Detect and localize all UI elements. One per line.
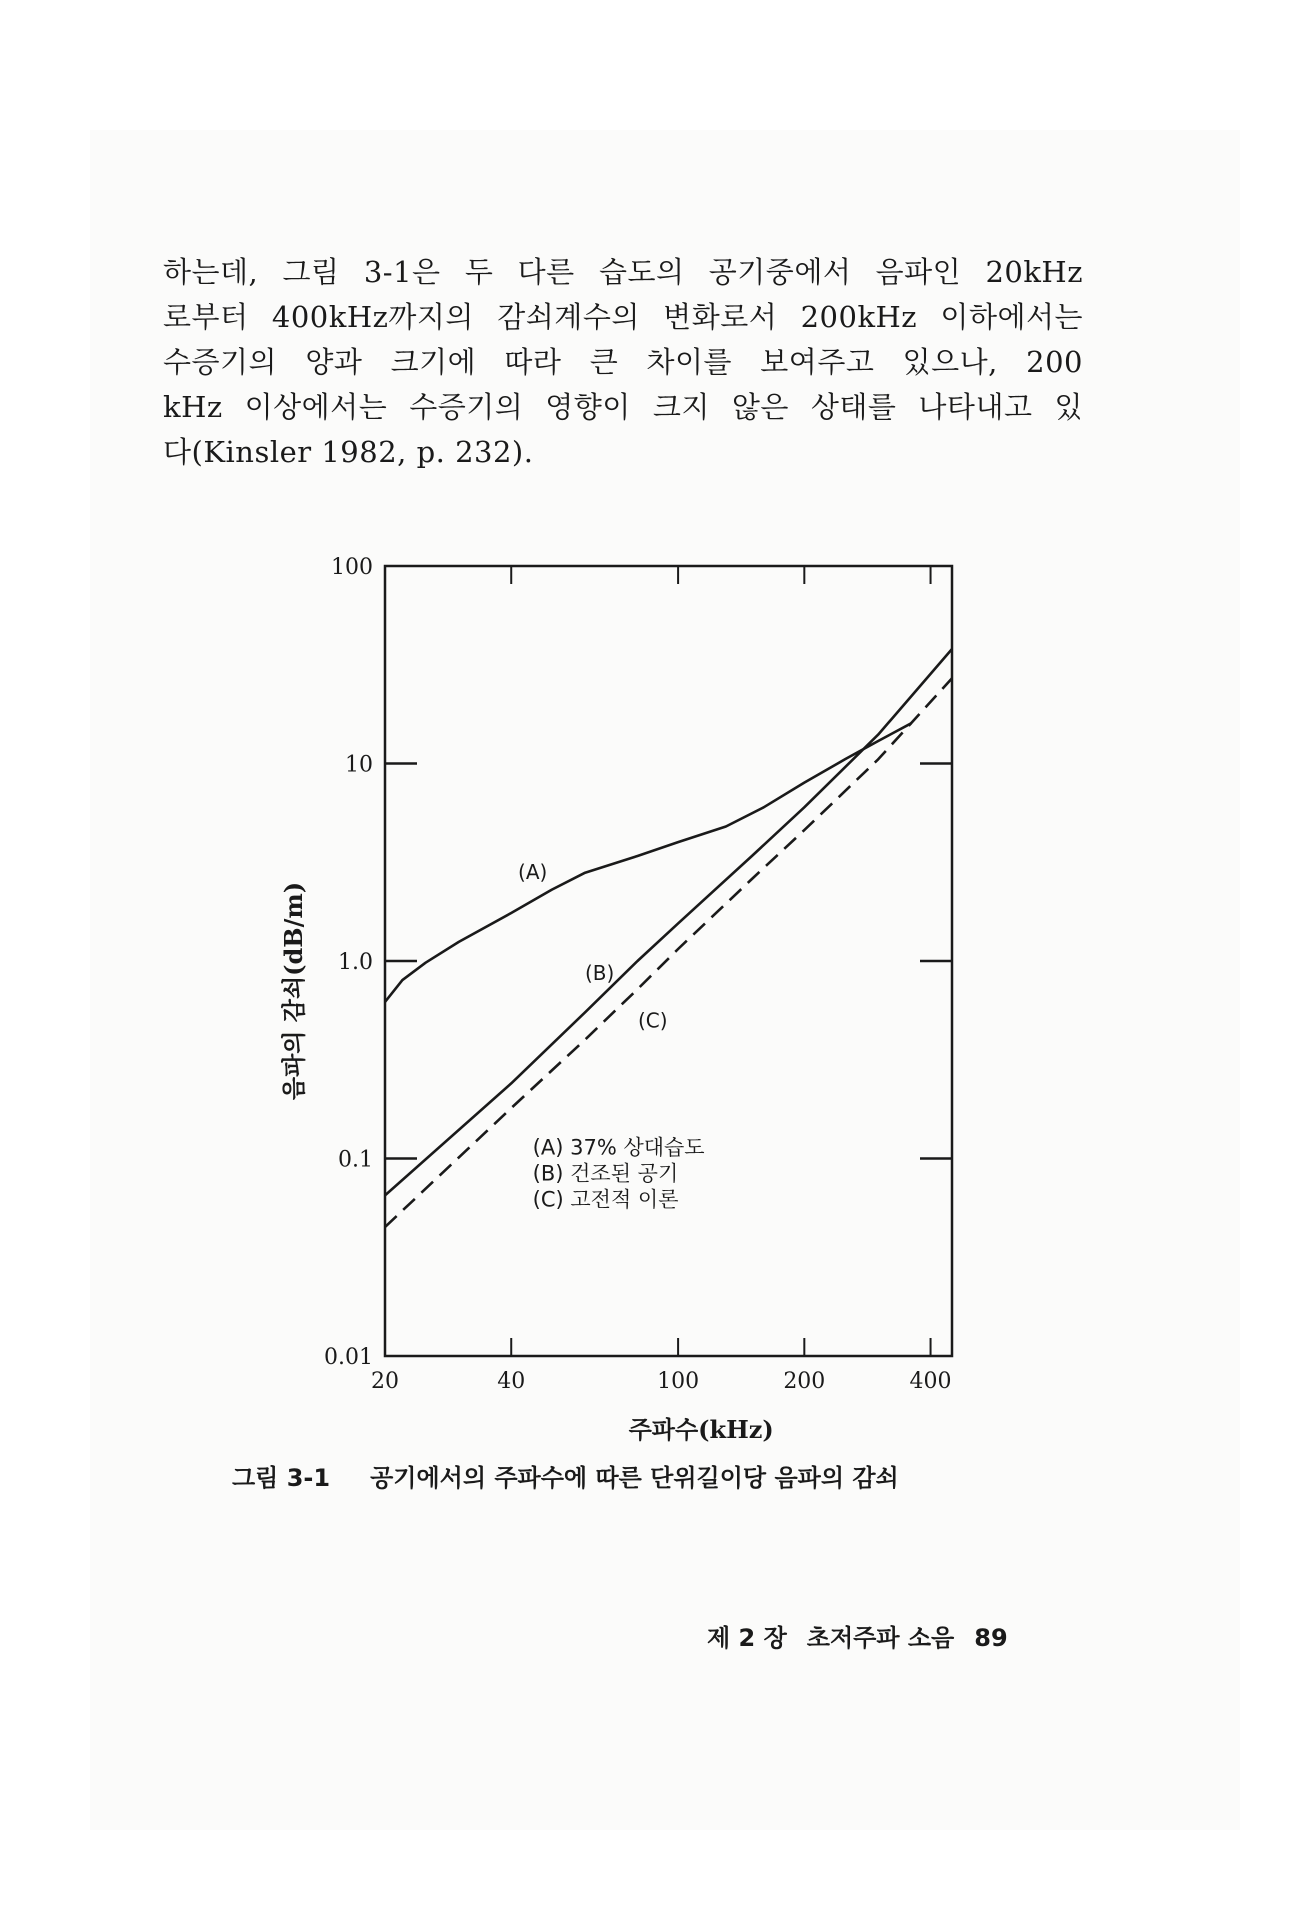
- y-axis-label: 음파의 감쇠(dB/m): [279, 881, 308, 1101]
- series-line-b: [385, 649, 952, 1195]
- footer-title: 초저주파 소음: [806, 1624, 955, 1652]
- page-number: 89: [974, 1624, 1008, 1652]
- legend-entry: (C) 고전적 이론: [532, 1187, 679, 1212]
- legend-entry: (A) 37% 상대습도: [532, 1135, 705, 1160]
- paragraph-line: kHz 이상에서는 수증기의 영향이 크지 않은 상태를 나타내고 있: [163, 390, 1083, 424]
- footer-chapter: 제 2 장: [707, 1624, 787, 1652]
- x-axis-label: 주파수(kHz): [628, 1415, 774, 1444]
- paragraph-line: 로부터 400kHz까지의 감쇠계수의 변화로서 200kHz 이하에서는: [163, 300, 1083, 334]
- page-footer: [707, 1618, 1028, 1653]
- y-tick-label: 10: [345, 752, 373, 778]
- legend-entry: (B) 건조된 공기: [532, 1161, 679, 1186]
- y-tick-label: 0.1: [338, 1147, 373, 1173]
- x-tick-label: 40: [497, 1369, 526, 1394]
- x-tick-label: 100: [657, 1369, 700, 1394]
- x-tick-label: 20: [371, 1369, 399, 1394]
- curve-label: (A): [518, 860, 548, 885]
- plot-frame: [385, 566, 952, 1356]
- paragraph-line: 하는데, 그림 3-1은 두 다른 습도의 공기중에서 음파인 20kHz: [163, 255, 1083, 289]
- curve-label: (B): [584, 961, 615, 986]
- x-tick-label: 200: [783, 1369, 826, 1394]
- caption-label: 그림 3-1: [232, 1464, 331, 1492]
- y-tick-label: 100: [331, 555, 373, 580]
- chart-ticks: [324, 555, 952, 1394]
- y-tick-label: 0.01: [324, 1345, 373, 1370]
- x-tick-label: 400: [909, 1369, 952, 1394]
- paragraph-line: 수증기의 양과 크기에 따라 큰 차이를 보여주고 있으나, 200: [163, 345, 1083, 379]
- paragraph-line: 다(Kinsler 1982, p. 232).: [163, 435, 534, 469]
- y-tick-label: 1.0: [338, 950, 373, 975]
- caption-text: 공기에서의 주파수에 따른 단위길이당 음파의 감쇠: [370, 1464, 899, 1492]
- chart-frame: [385, 566, 952, 1356]
- curve-label: (C): [637, 1008, 668, 1033]
- figure-caption: [232, 1458, 899, 1493]
- series-line-a: [385, 723, 911, 1002]
